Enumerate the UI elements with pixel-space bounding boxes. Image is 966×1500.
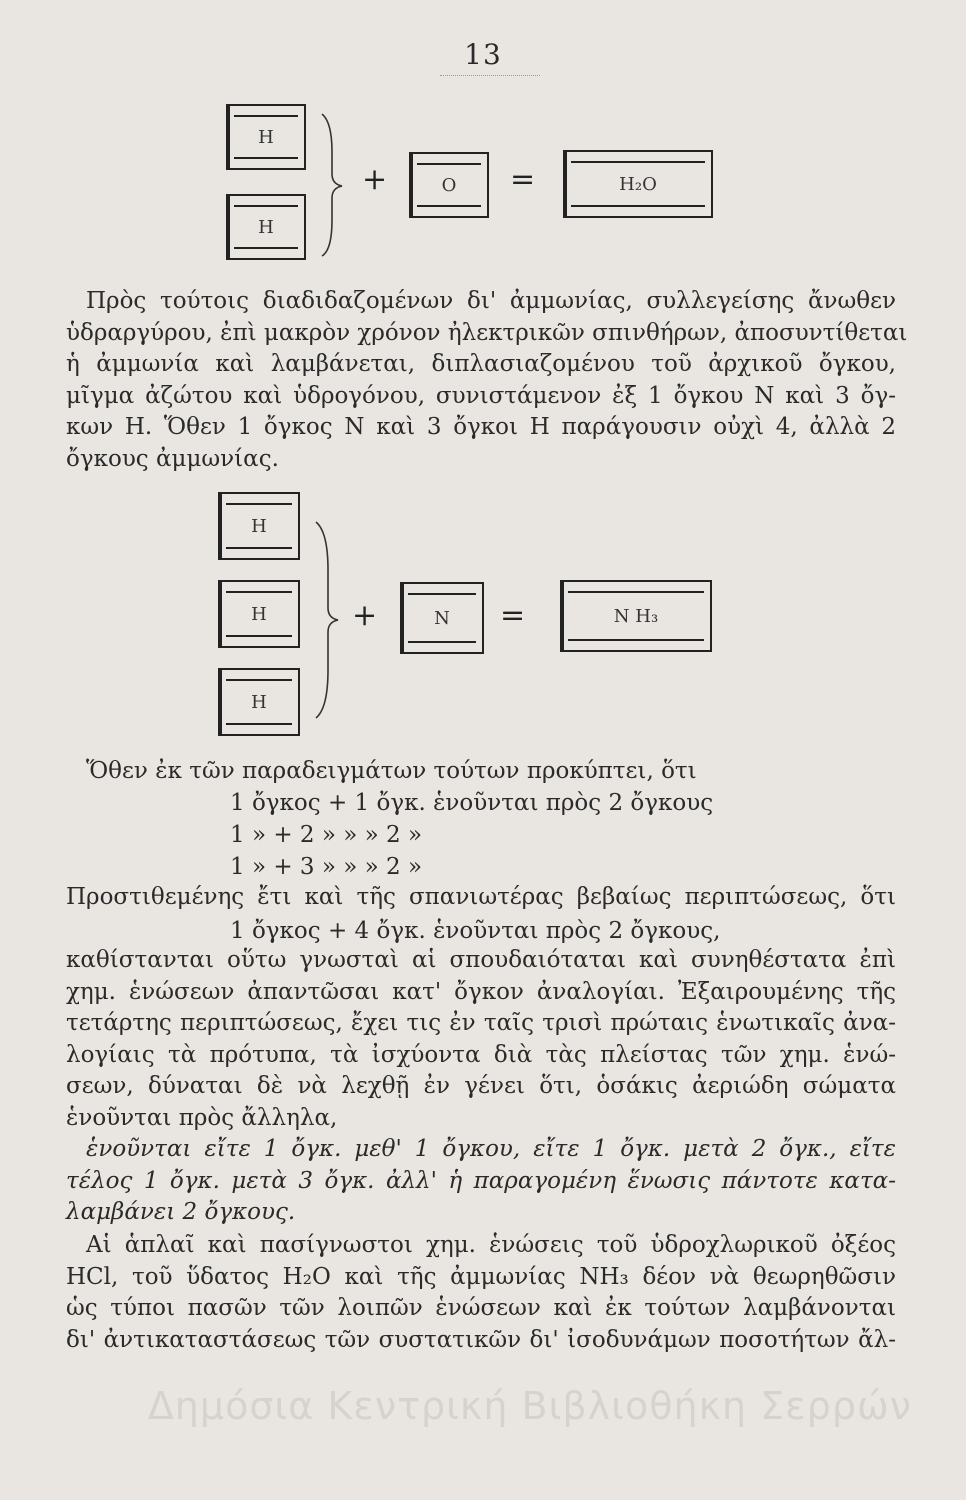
volume-label: H₂O — [571, 161, 705, 207]
text-line: μῖγμα ἀζώτου καὶ ὑδρογόνου, συνιστάμενον ἐξ 1 ὄγκου N καὶ 3 ὄγ- — [66, 382, 896, 409]
plus-sign: + — [362, 162, 388, 197]
volume-label: H — [234, 205, 298, 249]
text-line: ὡς τύποι πασῶν τῶν λοιπῶν ἑνώσεων καὶ ἐκ τούτων λαμβάνονται — [66, 1295, 896, 1321]
header-rule — [440, 75, 540, 76]
text-line: κων H. Ὅθεν 1 ὄγκος N καὶ 3 ὄγκοι H παράγουσιν οὐχὶ 4, ἀλλὰ 2 — [66, 414, 896, 440]
text-line: δι' ἀντικαταστάσεως τῶν συστατικῶν δι' ἰσοδυνάμων ποσοτήτων ἄλ- — [66, 1326, 896, 1353]
volume-label: H — [234, 115, 298, 159]
volume-box-nh3 — [560, 580, 712, 652]
volume-box-h1 — [226, 104, 306, 170]
brace-icon — [318, 112, 348, 258]
text-line: λαμβάνει 2 ὄγκους. — [66, 1199, 296, 1225]
page-number: 13 — [464, 38, 502, 71]
volume-label: H — [226, 503, 292, 549]
text-line: σεων, δύναται δὲ νὰ λεχθῇ ἐν γένει ὅτι, ὁσάκις ἀεριώδη σώματα — [66, 1073, 896, 1099]
volume-box-h2 — [226, 194, 306, 260]
ratio-row-3: 1 » + 3 » » » 2 » — [230, 854, 423, 880]
ratio-row-1: 1 ὄγκος + 1 ὄγκ. ἑνοῦνται πρὸς 2 ὄγκους — [230, 790, 714, 816]
paragraph-2-body — [66, 882, 896, 914]
paragraph-3 — [66, 1230, 896, 1356]
text-line: Προστιθεμένης ἔτι καὶ τῆς σπανιωτέρας βεβαίως περιπτώσεως, ὅτι — [66, 884, 896, 910]
text-line: ἑνοῦνται πρὸς ἄλληλα, — [66, 1104, 338, 1131]
paragraph-2-intro — [66, 756, 896, 788]
text-line: Αἱ ἁπλαῖ καὶ πασίγνωστοι χημ. ἑνώσεις τοῦ ὑδροχλωρικοῦ ὀξέος — [86, 1232, 896, 1258]
volume-box-h2o — [563, 150, 713, 218]
ratio-row-4: 1 ὄγκος + 4 ὄγκ. ἑνοῦνται πρὸς 2 ὄγκους, — [230, 918, 721, 944]
paragraph-1 — [66, 286, 908, 475]
text-line: τέλος 1 ὄγκ. μετὰ 3 ὄγκ. ἀλλ' ἡ παραγομένη ἕνωσις πάντοτε κατα- — [66, 1167, 896, 1194]
volume-label: N H₃ — [568, 591, 704, 641]
volume-box-h1 — [218, 492, 300, 560]
text-line: ὑδραργύρου, ἐπὶ μακρὸν χρόνον ἠλεκτρικῶν σπινθήρων, ἀποσυντίθεται — [66, 319, 908, 346]
italic-rule — [66, 1134, 896, 1229]
text-line: τετάρτης περιπτώσεως, ἔχει τις ἐν ταῖς τρισὶ πρώταις ἑνωτικαῖς ἀνα- — [66, 1010, 896, 1036]
volume-label: N — [408, 593, 476, 643]
text-line: Ὅθεν ἐκ τῶν παραδειγμάτων τούτων προκύπτει, ὅτι — [86, 758, 697, 784]
volume-label: H — [226, 679, 292, 725]
volume-label: O — [417, 163, 481, 207]
text-line: λογίαις τὰ πρότυπα, τὰ ἰσχύοντα διὰ τὰς πλείστας τῶν χημ. ἑνώ- — [66, 1041, 896, 1068]
volume-box-o — [409, 152, 489, 218]
text-line: ἡ ἀμμωνία καὶ λαμβάνεται, διπλασιαζομένου τοῦ ἀρχικοῦ ὄγκου, — [66, 351, 896, 377]
volume-label: H — [226, 591, 292, 637]
text-line: χημ. ἑνώσεων ἀπαντῶσαι κατ' ὄγκον ἀναλογίαι. Ἐξαιρουμένης τῆς — [66, 978, 896, 1005]
volume-box-n — [400, 582, 484, 654]
brace-icon — [312, 520, 344, 720]
equals-sign: = — [510, 162, 536, 197]
ratio-row-2: 1 » + 2 » » » 2 » — [230, 822, 423, 848]
text-line: ὄγκους ἀμμωνίας. — [66, 445, 279, 472]
text-line: Πρὸς τούτοις διαδιδαζομένων δι' ἀμμωνίας, συλλεγείσης ἄνωθεν — [86, 288, 896, 314]
paragraph-2-body — [66, 945, 896, 1134]
volume-box-h3 — [218, 668, 300, 736]
text-line: ἑνοῦνται εἴτε 1 ὄγκ. μεθ' 1 ὄγκου, εἴτε 1 ὄγκ. μετὰ 2 ὄγκ., εἴτε — [86, 1136, 896, 1162]
text-line: HCl, τοῦ ὕδατος H₂O καὶ τῆς ἀμμωνίας NH₃ δέον νὰ θεωρηθῶσιν — [66, 1263, 896, 1290]
equals-sign: = — [500, 598, 526, 633]
plus-sign: + — [352, 598, 378, 633]
text-line: καθίστανται οὕτω γνωσταὶ αἱ σπουδαιόταται καὶ συνηθέστατα ἐπὶ — [66, 947, 896, 973]
library-watermark: Δημόσια Κεντρική Βιβλιοθήκη Σερρών — [147, 1384, 912, 1428]
volume-box-h2 — [218, 580, 300, 648]
